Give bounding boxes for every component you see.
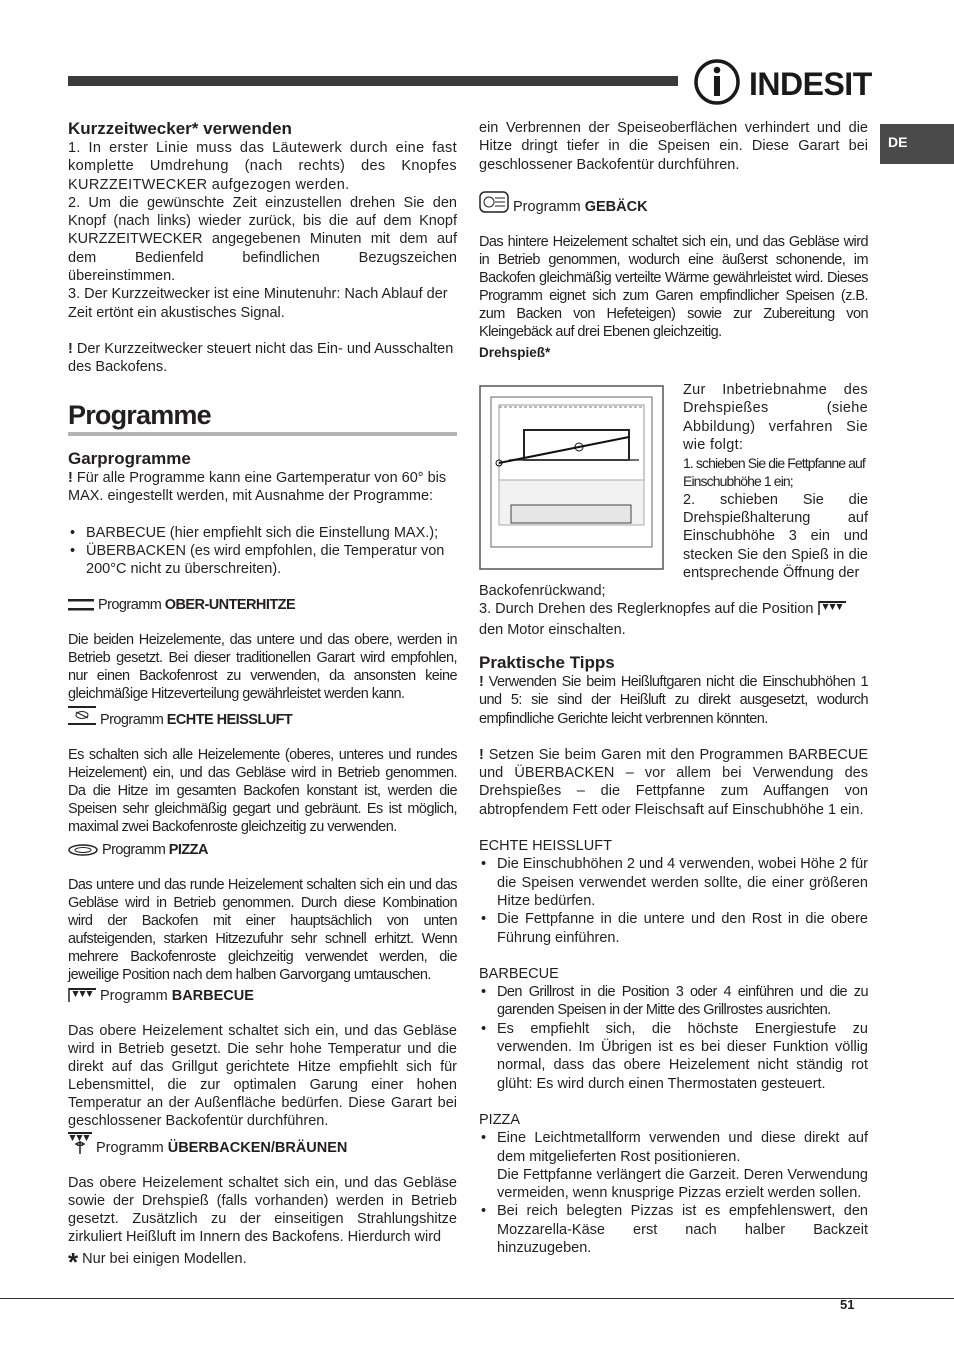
barbecue-icon	[68, 988, 96, 1007]
tips-note-1-text: Verwenden Sie beim Heißluftgaren nicht die Einschubhöhen 1 und 5: sie sind der Heißluft zu direkt ausgesetzt, wodurch empfindliche Gerichte leicht verbrennen könnten.	[479, 674, 868, 727]
programs-title: Programme	[68, 400, 211, 430]
program-text: Das obere Heizelement schaltet sich ein, und das Gebläse sowie der Drehspieß (falls vorhanden) werden in Betrieb gesetzt. Zusätzlich zu der einseitigen Strahlungshitze zirkuliert Heißluft im Innern des Backofens. Hierdurch wird	[68, 1174, 457, 1245]
pizza-tip-1b: Die Fettpfanne verlängert die Garzeit. Deren Verwendung vermeiden, wenn knusprige Pizzas erzielt werden sollen.	[497, 1166, 868, 1202]
list-item: • Es empfiehlt sich, die höchste Energiestufe zu verwenden. Im Übrigen ist es bei dieser Funktion völlig normal, dass das obere Heizelement nicht ständig rot glüht: Es wird durch einen Thermostaten gesteuert.	[479, 1020, 868, 1093]
program-name: ECHTE HEISSLUFT	[166, 712, 293, 728]
rotisserie-step-2b: Backofenrückwand;	[479, 583, 606, 599]
rotisserie-steps-cont	[479, 582, 868, 639]
garprogramme-intro: ! Für alle Programme kann eine Gartemperatur von 60° bis MAX. eingestellt werden, mit Ausnahme der Programme:	[68, 470, 447, 505]
program-geback	[479, 191, 868, 355]
programs-title-block	[68, 400, 457, 436]
footnote	[68, 1247, 247, 1278]
program-label: Programm	[96, 1140, 164, 1156]
timer-note: ! Der Kurzzeitwecker steuert nicht das Ein- und Ausschalten des Backofens.	[68, 340, 454, 376]
timer-step-1: 1. In erster Linie muss das Läutewerk durch eine fast komplette Umdrehung (nach rechts) des Knopfes KURZZEITWECKER aufgezogen werden.	[68, 140, 457, 193]
footer-rule	[0, 1298, 954, 1299]
title-rule	[68, 432, 457, 436]
list-item: • Bei reich belegten Pizzas ist es empfehlenswert, den Mozzarella-Käse erst nach halber Backzeit hinzuzugeben.	[479, 1202, 868, 1257]
list-item: • BARBECUE (hier empfiehlt sich die Einstellung MAX.);	[68, 524, 457, 542]
program-pizza	[68, 841, 457, 998]
pastry-icon	[479, 191, 509, 218]
garprogramme-section	[68, 449, 457, 578]
program-barbecue	[68, 987, 457, 1144]
asterisk: *	[68, 1247, 79, 1277]
tips-heissluft-label: ECHTE HEISSLUFT	[479, 838, 612, 855]
program-name: GEBÄCK	[584, 199, 648, 215]
list-item: • Die Fettpfanne in die untere und den Rost in die obere Führung einführen.	[479, 910, 868, 947]
gratin-icon	[68, 1132, 92, 1159]
garprogramme-intro-text: Für alle Programme kann eine Gartemperatur von 60° bis MAX. eingestellt werden, mit Ausnahme der Programme:	[68, 470, 447, 505]
tips-barbecue-list	[479, 983, 868, 1093]
list-item: • ÜBERBACKEN (es wird empfohlen, die Temperatur von 200°C nicht zu überschreiten).	[68, 542, 457, 579]
pizza-icon	[68, 843, 98, 861]
program-label: Programm	[100, 712, 164, 728]
timer-step-2: 2. Um die gewünschte Zeit einzustellen drehen Sie den Knopf (nach links) wieder zurück, bis die auf dem Knopf KURZZEITWECKER angegebenen Minuten mit dem auf dem Bedienfeld befindlichen Bezugszeichen übereinstimmen.	[68, 194, 457, 285]
program-ober	[68, 596, 457, 717]
tips-pizza-label: PIZZA	[479, 1111, 521, 1128]
program-text: Das hintere Heizelement schaltet sich ein, und das Gebläse wird in Betrieb genommen, wodurch eine äußerst schonende, im Backofen gleichmäßig verteilte Wärme gewährleistet wird. Dieses Programm eignet sich zum Garen empfindlicher Speisen (z.B. zum Backen von Hefeteigen) sowie zur Zubereitung von Kleingebäck auf drei Ebenen gleichzeitig.	[479, 233, 868, 340]
rotisserie-step-3b: den Motor einschalten.	[479, 621, 626, 638]
program-text: Das untere und das runde Heizelement schalten sich ein und das Gebläse wird in Betrieb genommen. Durch diese Kombination wird der Backofen mit einer hauptsächlich von unten aufsteigenden, starken Hitzezufuhr sehr schnell erhitzt. Wenn mehrere Backofenroste gleichzeitig verwendet werden, die jeweilige Position nach dem halben Garvorgang umtauschen.	[68, 876, 457, 983]
tips-heading: Praktische Tipps	[479, 653, 615, 672]
garprogramme-list	[68, 524, 457, 579]
program-name: PIZZA	[168, 842, 208, 858]
header-bar	[68, 76, 678, 86]
program-label: Programm	[100, 988, 168, 1004]
program-text: Das obere Heizelement schaltet sich ein, und das Gebläse wird in Betrieb gesetzt. Die sehr hohe Temperatur und die direkt auf das Grillgut gerichtete Hitze empfiehlt sich für Lebensmittel, die zur optimalen Garung einer hohen Temperatur an der Außenfläche bedürfen. Diese Garart bei geschlossener Backofentür durchführen.	[68, 1022, 457, 1129]
language-tab: DE	[880, 124, 954, 164]
rotisserie-intro: Zur Inbetriebnahme des Drehspießes (siehe Abbildung) verfahren Sie wie folgt:	[683, 382, 868, 453]
indesit-logo	[693, 58, 873, 106]
program-label: Programm	[98, 597, 162, 613]
list-item: • Den Grillrost in die Position 3 oder 4 einführen und die zu garenden Speisen in der Mitte des Grillrostes ausrichten.	[479, 983, 868, 1020]
tips-pizza-list	[479, 1129, 868, 1257]
rotisserie-heading: Drehspieß*	[479, 345, 551, 360]
rotisserie-step-2: 2. schieben Sie die Drehspießhalterung auf Einschubhöhe 3 ein und stecken Sie den Spieß in die entsprechende Öffnung der	[683, 491, 868, 581]
tips-section	[479, 653, 868, 1257]
tips-heissluft-list	[479, 855, 868, 946]
garprogramme-heading: Garprogramme	[68, 449, 191, 468]
tips-note-1: ! Verwenden Sie beim Heißluftgaren nicht die Einschubhöhen 1 und 5: sie sind der Heißluft zu direkt ausgesetzt, wodurch empfindliche Gerichte leicht verbrennen könnten.	[479, 674, 868, 727]
fan-heat-icon	[68, 706, 96, 731]
list-item	[479, 1129, 868, 1202]
rotisserie-step-3-text: 3. Durch Drehen des Reglerknopfes auf die Position	[479, 601, 814, 618]
tips-note-2-text: Setzen Sie beim Garen mit den Programmen BARBECUE und ÜBERBACKEN – vor allem bei Verwendung des Drehspießes – die Fettpfanne zum Auffangen von abtropfendem Fett oder Fleischsaft auf Einschubhöhe 1 ein.	[479, 746, 868, 818]
program-name: ÜBERBACKEN/BRÄUNEN	[167, 1140, 348, 1156]
tips-note-2: ! Setzen Sie beim Garen mit den Programmen BARBECUE und ÜBERBACKEN – vor allem bei Verwendung des Drehspießes – die Fettpfanne zum Auffangen von abtropfendem Fett oder Fleischsaft auf Einschubhöhe 1 ein.	[479, 746, 868, 818]
rotisserie-step-3	[479, 600, 868, 620]
right-column-top	[479, 119, 868, 174]
barbecue-icon	[818, 601, 846, 620]
program-ueberbacken	[68, 1132, 457, 1260]
rotisserie-illustration	[479, 385, 664, 570]
program-heissluft	[68, 706, 457, 850]
list-item: • Die Einschubhöhen 2 und 4 verwenden, wobei Höhe 2 für die Speisen verwendet werden sollte, die einer größeren Hitze bedürfen.	[479, 855, 868, 910]
pizza-tip-1: Eine Leichtmetallform verwenden und diese direkt auf dem mitgelieferten Rost positionieren.	[497, 1130, 868, 1165]
oven-top-bottom-icon	[68, 598, 94, 616]
program-text: Die beiden Heizelemente, das untere und das obere, werden in Betrieb gesetzt. Bei dieser traditionellen Garart wird empfohlen, nur einen Backofenrost zu verwenden, da ansonsten keine gleichmäßige Hitzeverteilung gewährleistet werden kann.	[68, 631, 457, 702]
program-name: BARBECUE	[171, 988, 254, 1004]
svg-text:INDESIT: INDESIT	[749, 66, 872, 102]
continued-text: ein Verbrennen der Speiseoberflächen verhindert und die Hitze dringt tiefer in die Speisen ein. Diese Garart bei geschlossener Backofentür durchführen.	[479, 120, 868, 173]
page-number: 51	[840, 1297, 855, 1312]
rotisserie-text	[683, 381, 868, 582]
tips-barbecue-label: BARBECUE	[479, 965, 559, 982]
program-label: Programm	[102, 842, 166, 858]
timer-step-3: 3. Der Kurzzeitwecker ist eine Minutenuhr: Nach Ablauf der Zeit ertönt ein akustisches Signal.	[68, 286, 448, 321]
program-label: Programm	[513, 199, 581, 215]
left-column	[68, 119, 457, 377]
footnote-text: Nur bei einigen Modellen.	[82, 1251, 247, 1267]
program-text: Es schalten sich alle Heizelemente (oberes, unteres und rundes Heizelement) ein, und das Gebläse wird in Betrieb genommen. Da die Hitze im gesamten Backofen konstant ist, werden die Speisen sehr gleichmäßig gegart und gebräunt. Es ist möglich, maximal zwei Backofenroste gleichzeitig zu verwenden.	[68, 746, 457, 835]
timer-heading: Kurzzeitwecker* verwenden	[68, 119, 292, 138]
program-name: OBER-UNTERHITZE	[164, 597, 296, 613]
rotisserie-step-1: 1. schieben Sie die Fettpfanne auf Einschubhöhe 1 ein;	[683, 455, 865, 490]
timer-note-text: Der Kurzzeitwecker steuert nicht das Ein- und Ausschalten des Backofens.	[68, 340, 454, 376]
